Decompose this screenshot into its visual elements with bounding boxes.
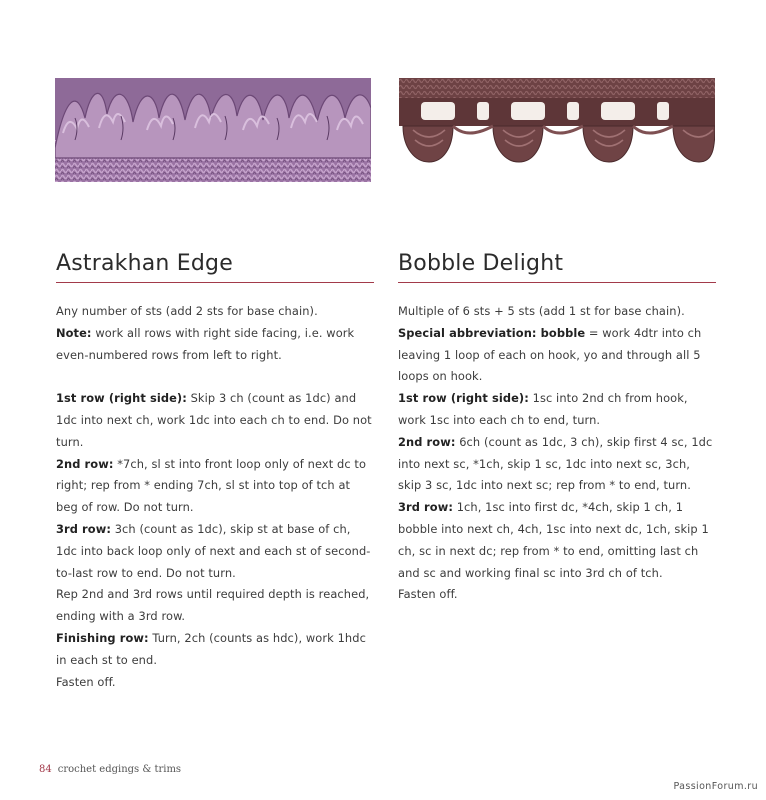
watermark: PassionForum.ru [673,781,758,792]
title-rule [398,282,716,283]
row-label: 1st row (right side): [398,391,529,406]
page-footer [39,764,181,775]
astrakhan-fasten: Fasten off. [56,674,116,689]
row-text: Skip 3 ch (count as 1dc) and 1dc into next ch, work 1dc into each ch to end. Do not turn. [56,391,372,449]
astrakhan-edge-section [56,250,374,693]
finishing-text: Turn, 2ch (counts as hdc), work 1hdc in each st to end. [56,630,366,667]
note-text: work all rows with right side facing, i.e. work even-numbered rows from left to right. [56,325,355,362]
bobble-special-abbreviation [398,323,716,388]
row-text: 1ch, 1sc into first dc, *4ch, skip 1 ch, 1 bobble into next ch, 4ch, 1sc into next dc, 1ch, skip 1 ch, sc in next dc; rep from * to end, omitting last ch and sc and working final sc into 3rd ch of tch. [398,500,709,580]
finishing-label: Finishing row: [56,630,149,645]
row-text: 3ch (count as 1dc), skip st at base of ch, 1dc into back loop only of next and each st of second-to-last row to end. Do not turn. [56,521,371,580]
bobble-row-1 [398,388,716,432]
special-label: Special abbreviation: bobble [398,325,586,340]
astrakhan-edge-swatch-photo [55,78,371,182]
bobble-row-3 [398,497,716,584]
row-text: *7ch, sl st into front loop only of next dc to right; rep from * ending 7ch, sl st into top of tch at beg of row. Do not turn. [56,456,367,515]
bobble-delight-swatch-photo [399,78,715,182]
running-title: crochet edgings & trims [57,764,182,775]
astrakhan-intro: Any number of sts (add 2 sts for base chain). [56,304,318,318]
row-label: 2nd row: [56,456,114,471]
bobble-delight-title: Bobble Delight [398,251,564,276]
astrakhan-note [56,323,374,367]
row-label: 1st row (right side): [56,391,187,406]
page-number: 84 [39,764,52,775]
astrakhan-row-1 [56,388,374,453]
special-text: = work 4dtr into ch leaving 1 loop of each on hook, yo and through all 5 loops on hook. [398,325,702,384]
title-rule [56,282,374,283]
astrakhan-edge-title: Astrakhan Edge [56,251,233,276]
bobble-fasten: Fasten off. [398,587,458,602]
row-label: 3rd row: [398,500,453,515]
row-text: 6ch (count as 1dc, 3 ch), skip first 4 sc, 1dc into next sc, *1ch, skip 1 sc, 1dc into next sc, 3ch, skip 3 sc, 1dc into next sc; rep from * to end, turn. [398,434,713,493]
row-label: 2nd row: [398,434,456,449]
astrakhan-row-3 [56,519,374,584]
note-label: Note: [56,325,92,340]
bobble-intro: Multiple of 6 sts + 5 sts (add 1 st for base chain). [398,304,685,318]
bobble-row-2 [398,432,716,497]
row-label: 3rd row: [56,521,111,536]
astrakhan-finishing [56,628,374,672]
astrakhan-repeat: Rep 2nd and 3rd rows until required depth is reached, ending with a 3rd row. [56,587,370,624]
row-text: 1sc into 2nd ch from hook, work 1sc into each ch to end, turn. [398,391,688,427]
bobble-delight-section [398,250,716,606]
astrakhan-row-2 [56,454,374,519]
